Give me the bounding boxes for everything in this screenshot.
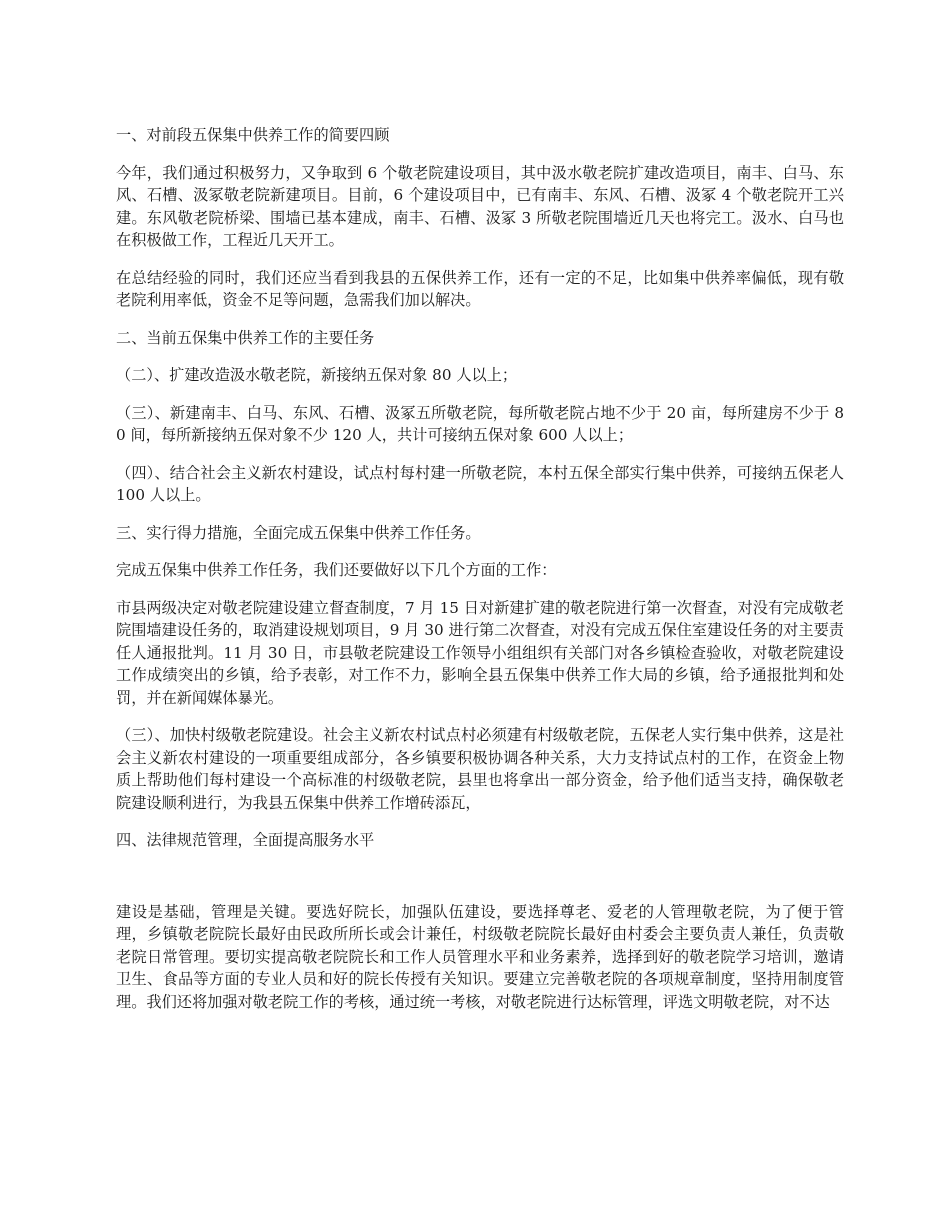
paragraph: （三）、加快村级敬老院建设。社会主义新农村试点村必须建有村级敬老院，五保老人实行集中供养，这是社会主义新农村建设的一项重要组成部分，各乡镇要积极协调各种关系，大力支持试点村的工作，在资金上物质上帮助他们每村建设一个高标准的村级敬老院，县里也将拿出一部分资金，给予他们适当支持，确保敬老院建设顺利进行，为我县五保集中供养工作增砖添瓦， [116,726,844,812]
paragraph: 市县两级决定对敬老院建设建立督查制度，7 月 15 日对新建扩建的敬老院进行第一次督查，对没有完成敬老院围墙建设任务的，取消建设规划项目，9 月 30 进行第二次督查，对没有完成五保住室建设任务的对主要责任人通报批判。11 月 30 日，市县敬老院建设工作领导小组组织有关部门对各乡镇检查验收，对敬老院建设工作成绩突出的乡镇，给予表彰，对工作不力，影响全县五保集中供养工作大局的乡镇，给予通报批判和处罚，并在新闻媒体暴光。 [116,598,844,707]
document-body [116,124,844,1028]
list-item: （二）、扩建改造汲水敬老院，新接纳五保对象 80 人以上； [116,366,518,384]
paragraph: 今年，我们通过积极努力，又争取到 6 个敬老院建设项目，其中汲水敬老院扩建改造项目，南丰、白马、东风、石槽、汲冢敬老院新建项目。目前，6 个建设项目中，已有南丰、东风、石槽、汲冢 4 个敬老院开工兴建。东风敬老院桥梁、围墙已基本建成，南丰、石槽、汲冢 3 所敬老院围墙近几天也将完工。汲水、白马也在积极做工作，工程近几天开工。 [116,163,844,249]
paragraph: 建设是基础，管理是关键。要选好院长，加强队伍建设，要选择尊老、爱老的人管理敬老院，为了便于管理，乡镇敬老院院长最好由民政所所长或会计兼任，村级敬老院院长最好由村委会主要负责人兼任，负责敬老院日常管理。要切实提高敬老院院长和工作人员管理水平和业务素养，选择到好的敬老院学习培训，邀请卫生、食品等方面的专业人员和好的院长传授有关知识。要建立完善敬老院的各项规章制度，坚持用制度管理。我们还将加强对敬老院工作的考核，通过统一考核，对敬老院进行达标管理，评选文明敬老院，对不达 [116,902,844,1011]
list-item: （四）、结合社会主义新农村建设，试点村每村建一所敬老院，本村五保全部实行集中供养，可接纳五保老人 100 人以上。 [116,463,844,504]
list-item: （三）、新建南丰、白马、东风、石槽、汲冢五所敬老院，每所敬老院占地不少于 20 亩，每所建房不少于 80 间，每所新接纳五保对象不少 120 人，共计可接纳五保对象 600 人以上； [116,403,844,444]
paragraph: 在总结经验的同时，我们还应当看到我县的五保供养工作，还有一定的不足，比如集中供养率偏低，现有敬老院利用率低，资金不足等问题，急需我们加以解决。 [116,268,844,309]
section-heading-4: 四、法律规范管理，全面提高服务水平 [116,831,375,849]
section-heading-3: 三、实行得力措施，全面完成五保集中供养工作任务。 [116,523,481,542]
section-heading-2: 二、当前五保集中供养工作的主要任务 [116,328,375,347]
paragraph: 完成五保集中供养工作任务，我们还要做好以下几个方面的工作： [116,561,557,579]
section-heading-1: 一、对前段五保集中供养工作的简要四顾 [116,126,390,144]
